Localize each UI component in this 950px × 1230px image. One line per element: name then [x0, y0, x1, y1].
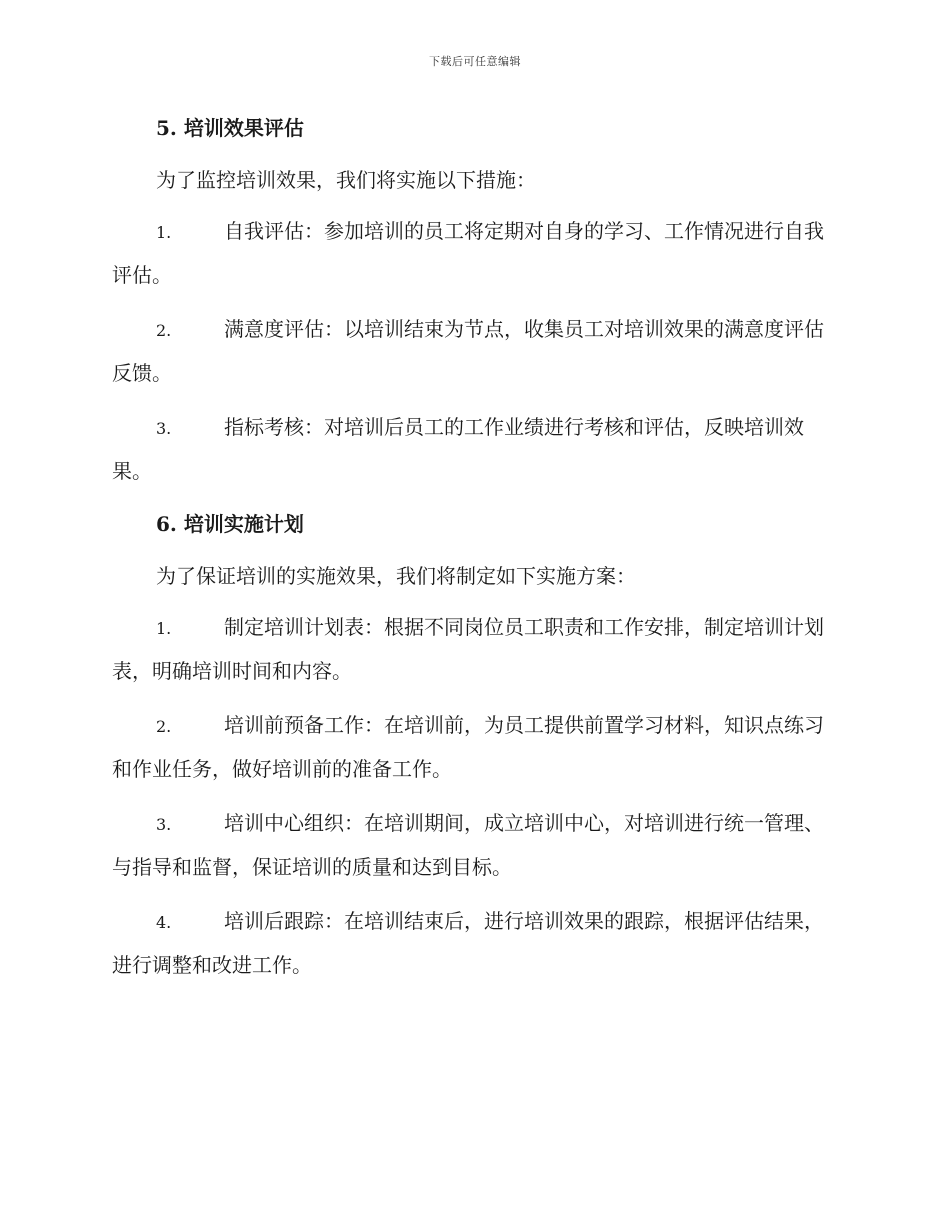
list-item-number: 2. [156, 717, 172, 736]
list-item-number: 1. [156, 223, 172, 242]
list-item [112, 406, 834, 492]
list-item [112, 308, 834, 394]
document-body [112, 110, 834, 986]
list-item-number: 4. [156, 913, 172, 932]
list-item-number: 1. [156, 619, 172, 638]
list-item [112, 606, 834, 692]
list-item [112, 210, 834, 296]
section-intro: 为了保证培训的实施效果，我们将制定如下实施方案： [156, 564, 636, 588]
section-heading: 6. 培训实施计划 [156, 512, 304, 536]
page-header: 下载后可任意编辑 [429, 55, 521, 68]
section-training-plan [112, 506, 834, 986]
list-item-text: 自我评估：参加培训的员工将定期对自身的学习、工作情况进行自我评估。 [112, 219, 824, 287]
list-item-number: 3. [156, 419, 172, 438]
list-item-text: 满意度评估：以培训结束为节点，收集员工对培训效果的满意度评估反馈。 [112, 317, 824, 385]
list-item-text: 培训中心组织：在培训期间，成立培训中心，对培训进行统一管理、与指导和监督，保证培训的质量和达到目标。 [112, 811, 824, 879]
list-item [112, 802, 834, 888]
list-item [112, 900, 834, 986]
list-item-text: 指标考核：对培训后员工的工作业绩进行考核和评估，反映培训效果。 [112, 415, 804, 483]
section-training-evaluation [112, 110, 834, 492]
list-item-text: 培训前预备工作：在培训前，为员工提供前置学习材料，知识点练习和作业任务，做好培训前的准备工作。 [112, 713, 824, 781]
list-item-number: 2. [156, 321, 172, 340]
list-item-text: 制定培训计划表：根据不同岗位员工职责和工作安排，制定培训计划表，明确培训时间和内容。 [112, 615, 824, 683]
list-item-text: 培训后跟踪：在培训结束后，进行培训效果的跟踪，根据评估结果，进行调整和改进工作。 [112, 909, 824, 977]
section-intro: 为了监控培训效果，我们将实施以下措施： [156, 168, 536, 192]
section-heading: 5. 培训效果评估 [156, 116, 304, 140]
list-item-number: 3. [156, 815, 172, 834]
list-item [112, 704, 834, 790]
